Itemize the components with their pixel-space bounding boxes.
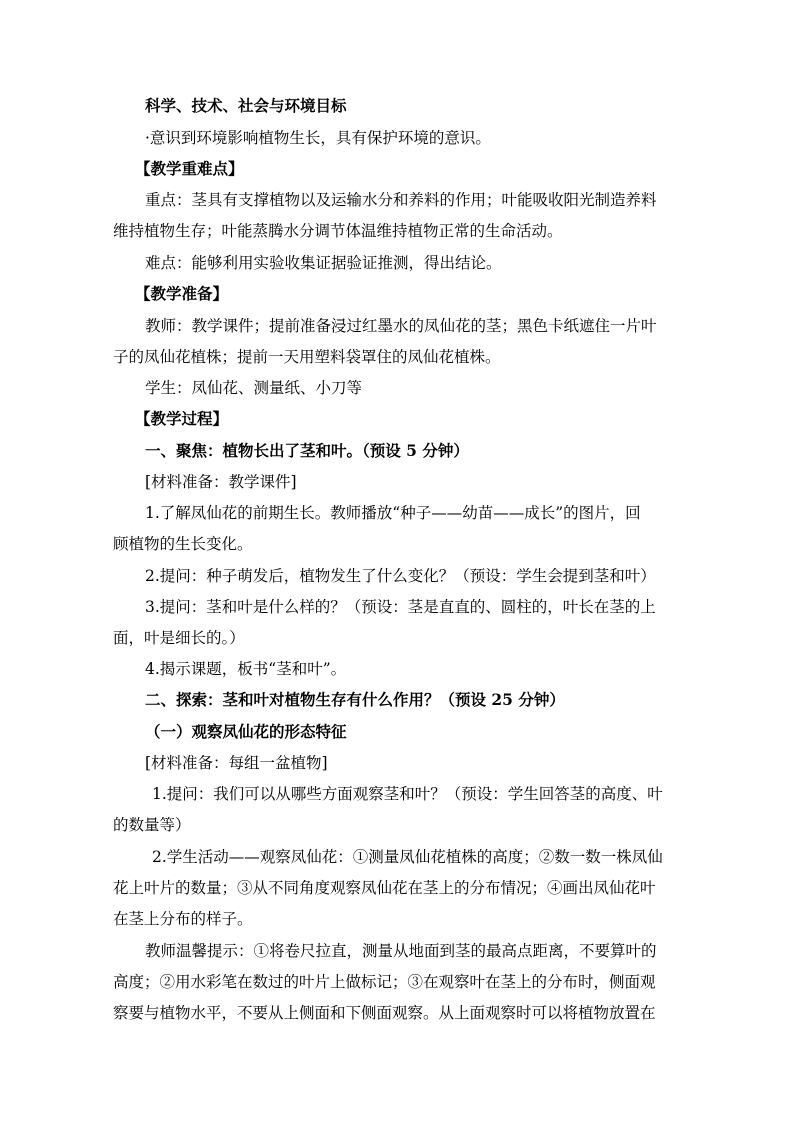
- part-one-heading: 一、聚焦：植物长出了茎和叶。（预设 5 分钟）: [145, 441, 469, 460]
- materials-note-1: [材料准备：教学课件]: [145, 473, 297, 491]
- teacher-tip-line-3: 察要与植物水平，不要从上侧面和下侧面观察。从上面观察时可以将植物放置在: [113, 1004, 656, 1022]
- observe-step-2-line-3: 在茎上分布的样子。: [113, 910, 253, 928]
- observe-step-1-line-2: 的数量等）: [113, 816, 191, 834]
- section-heading-sts-goal: 科学、技术、社会与环境目标: [145, 96, 347, 115]
- teacher-prep-line-2: 子的凤仙花植株；提前一天用塑料袋罩住的凤仙花植株。: [113, 348, 501, 366]
- observe-step-2-line-1: 2.学生活动——观察凤仙花：①测量凤仙花植株的高度；②数一数一株凤仙: [152, 848, 663, 866]
- key-point-line-2: 维持植物生存；叶能蒸腾水分调节体温维持植物正常的生命活动。: [113, 222, 563, 240]
- teacher-prep-line-1: 教师：教学课件；提前准备浸过红墨水的凤仙花的茎；黑色卡纸遮住一片叶: [145, 317, 657, 335]
- step-3-line-2: 面，叶是细长的。）: [113, 629, 245, 647]
- step-3-line-1: 3.提问：茎和叶是什么样的？（预设：茎是直直的、圆柱的，叶长在茎的上: [145, 598, 656, 616]
- teacher-tip-line-1: 教师温馨提示：①将卷尺拉直，测量从地面到茎的最高点距离，不要算叶的: [145, 942, 657, 960]
- section-heading-key-points: 【教学重难点】: [135, 159, 244, 178]
- step-1-line-1: 1.了解凤仙花的前期生长。教师播放“种子——幼苗——成长”的图片，回: [145, 504, 641, 522]
- section-heading-process: 【教学过程】: [135, 409, 229, 428]
- goal-bullet: ·意识到环境影响植物生长，具有保护环境的意识。: [145, 129, 491, 147]
- section-heading-preparation: 【教学准备】: [135, 284, 229, 303]
- part-two-heading: 二、探索：茎和叶对植物生存有什么作用？（预设 25 分钟）: [145, 690, 565, 709]
- materials-note-2: [材料准备：每组一盆植物]: [145, 754, 328, 772]
- student-prep-line: 学生：凤仙花、测量纸、小刀等: [145, 379, 363, 397]
- observe-step-2-line-2: 花上叶片的数量；③从不同角度观察凤仙花在茎上的分布情况；④画出凤仙花叶: [113, 879, 656, 897]
- teacher-tip-line-2: 高度；②用水彩笔在数过的叶片上做标记；③在观察叶在茎上的分布时，侧面观: [113, 973, 656, 991]
- subsection-heading-observe: （一）观察凤仙花的形态特征: [145, 722, 347, 741]
- observe-step-1-line-1: 1.提问：我们可以从哪些方面观察茎和叶？（预设：学生回答茎的高度、叶: [152, 785, 663, 803]
- step-4-line: 4.揭示课题，板书“茎和叶”。: [145, 660, 347, 678]
- key-point-line-1: 重点：茎具有支撑植物以及运输水分和养料的作用；叶能吸收阳光制造养料: [145, 191, 657, 209]
- step-1-line-2: 顾植物的生长变化。: [113, 535, 253, 553]
- difficulty-line: 难点：能够利用实验收集证据验证推测，得出结论。: [145, 254, 502, 272]
- step-2-line: 2.提问：种子萌发后，植物发生了什么变化？（预设：学生会提到茎和叶）: [145, 567, 656, 585]
